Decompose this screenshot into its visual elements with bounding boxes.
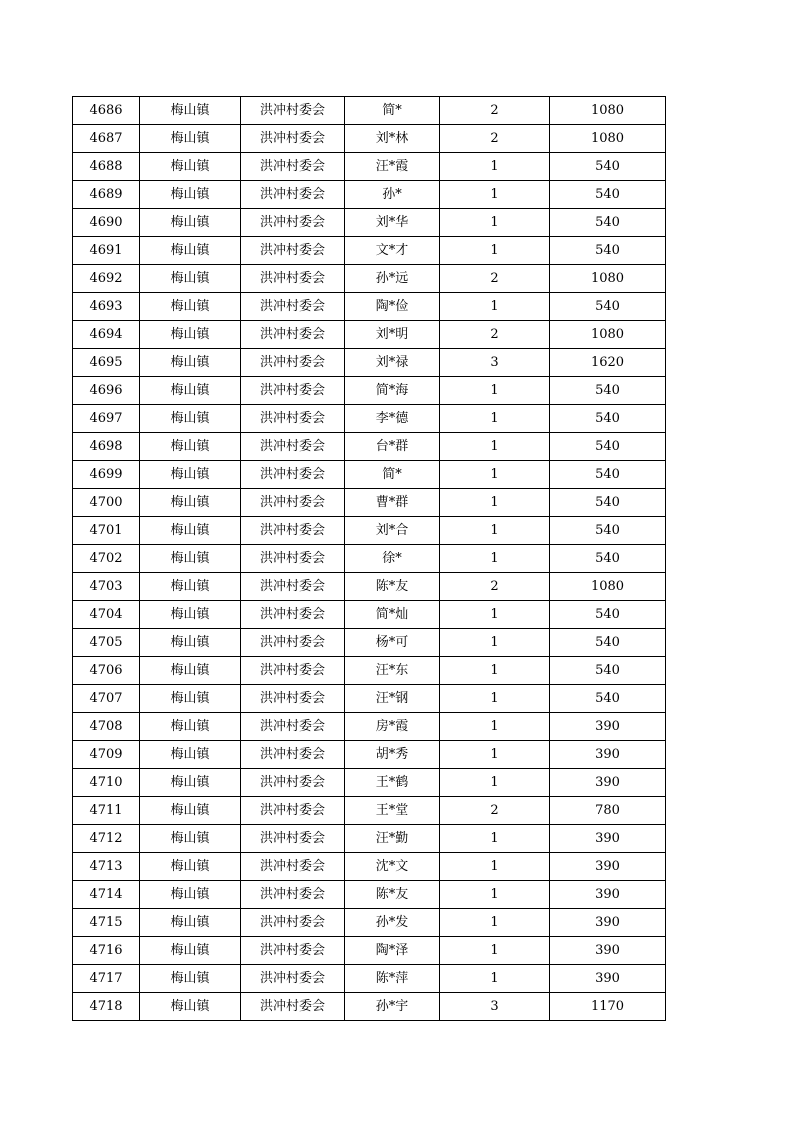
village-committee-cell: 洪冲村委会 [241, 265, 345, 293]
row-number-cell: 4699 [73, 461, 140, 489]
name-cell: 汪*钢 [345, 685, 440, 713]
amount-cell: 1080 [550, 125, 666, 153]
village-committee-cell: 洪冲村委会 [241, 209, 345, 237]
table-row [73, 125, 666, 153]
count-cell: 2 [440, 97, 550, 125]
count-cell: 1 [440, 293, 550, 321]
table-row [73, 965, 666, 993]
count-cell: 1 [440, 545, 550, 573]
row-number-cell: 4697 [73, 405, 140, 433]
count-cell: 2 [440, 573, 550, 601]
town-cell: 梅山镇 [140, 181, 241, 209]
count-cell: 1 [440, 209, 550, 237]
town-cell: 梅山镇 [140, 265, 241, 293]
town-cell: 梅山镇 [140, 909, 241, 937]
village-committee-cell: 洪冲村委会 [241, 153, 345, 181]
row-number-cell: 4708 [73, 713, 140, 741]
row-number-cell: 4710 [73, 769, 140, 797]
name-cell: 刘*禄 [345, 349, 440, 377]
name-cell: 王*鹤 [345, 769, 440, 797]
row-number-cell: 4690 [73, 209, 140, 237]
village-committee-cell: 洪冲村委会 [241, 741, 345, 769]
village-committee-cell: 洪冲村委会 [241, 909, 345, 937]
town-cell: 梅山镇 [140, 209, 241, 237]
name-cell: 杨*可 [345, 629, 440, 657]
count-cell: 1 [440, 881, 550, 909]
amount-cell: 540 [550, 209, 666, 237]
table-row [73, 237, 666, 265]
town-cell: 梅山镇 [140, 517, 241, 545]
row-number-cell: 4695 [73, 349, 140, 377]
amount-cell: 390 [550, 909, 666, 937]
town-cell: 梅山镇 [140, 349, 241, 377]
row-number-cell: 4688 [73, 153, 140, 181]
count-cell: 1 [440, 601, 550, 629]
amount-cell: 1080 [550, 97, 666, 125]
village-committee-cell: 洪冲村委会 [241, 993, 345, 1021]
table-row [73, 377, 666, 405]
row-number-cell: 4689 [73, 181, 140, 209]
row-number-cell: 4709 [73, 741, 140, 769]
name-cell: 沈*文 [345, 853, 440, 881]
table-row [73, 209, 666, 237]
amount-cell: 1620 [550, 349, 666, 377]
count-cell: 1 [440, 657, 550, 685]
name-cell: 李*德 [345, 405, 440, 433]
town-cell: 梅山镇 [140, 937, 241, 965]
town-cell: 梅山镇 [140, 713, 241, 741]
town-cell: 梅山镇 [140, 125, 241, 153]
row-number-cell: 4692 [73, 265, 140, 293]
count-cell: 1 [440, 769, 550, 797]
town-cell: 梅山镇 [140, 825, 241, 853]
table-row [73, 825, 666, 853]
name-cell: 胡*秀 [345, 741, 440, 769]
table-body [73, 97, 666, 1021]
amount-cell: 540 [550, 685, 666, 713]
amount-cell: 540 [550, 517, 666, 545]
town-cell: 梅山镇 [140, 377, 241, 405]
village-committee-cell: 洪冲村委会 [241, 769, 345, 797]
town-cell: 梅山镇 [140, 237, 241, 265]
village-committee-cell: 洪冲村委会 [241, 461, 345, 489]
count-cell: 1 [440, 685, 550, 713]
count-cell: 1 [440, 713, 550, 741]
table-row [73, 153, 666, 181]
table-row [73, 517, 666, 545]
count-cell: 1 [440, 937, 550, 965]
row-number-cell: 4718 [73, 993, 140, 1021]
amount-cell: 1080 [550, 321, 666, 349]
town-cell: 梅山镇 [140, 657, 241, 685]
village-committee-cell: 洪冲村委会 [241, 825, 345, 853]
town-cell: 梅山镇 [140, 965, 241, 993]
village-committee-cell: 洪冲村委会 [241, 965, 345, 993]
village-committee-cell: 洪冲村委会 [241, 853, 345, 881]
town-cell: 梅山镇 [140, 797, 241, 825]
amount-cell: 540 [550, 657, 666, 685]
count-cell: 1 [440, 405, 550, 433]
table-row [73, 601, 666, 629]
table-row [73, 181, 666, 209]
name-cell: 汪*霞 [345, 153, 440, 181]
amount-cell: 390 [550, 881, 666, 909]
village-committee-cell: 洪冲村委会 [241, 545, 345, 573]
row-number-cell: 4704 [73, 601, 140, 629]
town-cell: 梅山镇 [140, 321, 241, 349]
village-committee-cell: 洪冲村委会 [241, 181, 345, 209]
village-committee-cell: 洪冲村委会 [241, 573, 345, 601]
table-row [73, 461, 666, 489]
name-cell: 简* [345, 97, 440, 125]
amount-cell: 540 [550, 461, 666, 489]
name-cell: 陈*萍 [345, 965, 440, 993]
amount-cell: 390 [550, 853, 666, 881]
row-number-cell: 4703 [73, 573, 140, 601]
village-committee-cell: 洪冲村委会 [241, 937, 345, 965]
table-row [73, 97, 666, 125]
town-cell: 梅山镇 [140, 881, 241, 909]
row-number-cell: 4694 [73, 321, 140, 349]
village-committee-cell: 洪冲村委会 [241, 405, 345, 433]
amount-cell: 540 [550, 377, 666, 405]
amount-cell: 390 [550, 937, 666, 965]
count-cell: 3 [440, 349, 550, 377]
count-cell: 2 [440, 125, 550, 153]
row-number-cell: 4711 [73, 797, 140, 825]
town-cell: 梅山镇 [140, 405, 241, 433]
town-cell: 梅山镇 [140, 545, 241, 573]
count-cell: 1 [440, 853, 550, 881]
village-committee-cell: 洪冲村委会 [241, 489, 345, 517]
row-number-cell: 4693 [73, 293, 140, 321]
row-number-cell: 4700 [73, 489, 140, 517]
village-committee-cell: 洪冲村委会 [241, 237, 345, 265]
amount-cell: 1080 [550, 265, 666, 293]
count-cell: 2 [440, 265, 550, 293]
amount-cell: 390 [550, 769, 666, 797]
town-cell: 梅山镇 [140, 573, 241, 601]
row-number-cell: 4707 [73, 685, 140, 713]
town-cell: 梅山镇 [140, 293, 241, 321]
town-cell: 梅山镇 [140, 741, 241, 769]
amount-cell: 540 [550, 545, 666, 573]
count-cell: 1 [440, 741, 550, 769]
town-cell: 梅山镇 [140, 769, 241, 797]
village-committee-cell: 洪冲村委会 [241, 685, 345, 713]
name-cell: 孙*宇 [345, 993, 440, 1021]
row-number-cell: 4713 [73, 853, 140, 881]
count-cell: 2 [440, 797, 550, 825]
table-row [73, 909, 666, 937]
table-row [73, 489, 666, 517]
table-row [73, 321, 666, 349]
amount-cell: 540 [550, 405, 666, 433]
table-row [73, 937, 666, 965]
town-cell: 梅山镇 [140, 629, 241, 657]
name-cell: 汪*勤 [345, 825, 440, 853]
town-cell: 梅山镇 [140, 433, 241, 461]
town-cell: 梅山镇 [140, 489, 241, 517]
table-row [73, 713, 666, 741]
town-cell: 梅山镇 [140, 601, 241, 629]
amount-cell: 1080 [550, 573, 666, 601]
name-cell: 陈*友 [345, 881, 440, 909]
table-row [73, 797, 666, 825]
row-number-cell: 4687 [73, 125, 140, 153]
count-cell: 1 [440, 181, 550, 209]
town-cell: 梅山镇 [140, 153, 241, 181]
village-committee-cell: 洪冲村委会 [241, 377, 345, 405]
village-committee-cell: 洪冲村委会 [241, 97, 345, 125]
row-number-cell: 4706 [73, 657, 140, 685]
data-table [72, 96, 666, 1021]
row-number-cell: 4716 [73, 937, 140, 965]
town-cell: 梅山镇 [140, 461, 241, 489]
amount-cell: 390 [550, 965, 666, 993]
table-row [73, 881, 666, 909]
name-cell: 简* [345, 461, 440, 489]
table-row [73, 629, 666, 657]
amount-cell: 540 [550, 629, 666, 657]
name-cell: 刘*林 [345, 125, 440, 153]
table-row [73, 349, 666, 377]
count-cell: 1 [440, 965, 550, 993]
village-committee-cell: 洪冲村委会 [241, 797, 345, 825]
name-cell: 陶*泽 [345, 937, 440, 965]
row-number-cell: 4717 [73, 965, 140, 993]
count-cell: 1 [440, 489, 550, 517]
town-cell: 梅山镇 [140, 993, 241, 1021]
table-row [73, 405, 666, 433]
amount-cell: 1170 [550, 993, 666, 1021]
town-cell: 梅山镇 [140, 685, 241, 713]
row-number-cell: 4702 [73, 545, 140, 573]
row-number-cell: 4701 [73, 517, 140, 545]
table-row [73, 433, 666, 461]
village-committee-cell: 洪冲村委会 [241, 433, 345, 461]
row-number-cell: 4715 [73, 909, 140, 937]
name-cell: 徐* [345, 545, 440, 573]
name-cell: 刘*合 [345, 517, 440, 545]
village-committee-cell: 洪冲村委会 [241, 321, 345, 349]
village-committee-cell: 洪冲村委会 [241, 293, 345, 321]
row-number-cell: 4691 [73, 237, 140, 265]
name-cell: 简*灿 [345, 601, 440, 629]
count-cell: 2 [440, 321, 550, 349]
count-cell: 1 [440, 237, 550, 265]
village-committee-cell: 洪冲村委会 [241, 713, 345, 741]
count-cell: 1 [440, 909, 550, 937]
table-row [73, 545, 666, 573]
amount-cell: 390 [550, 741, 666, 769]
table-row [73, 657, 666, 685]
town-cell: 梅山镇 [140, 853, 241, 881]
amount-cell: 540 [550, 293, 666, 321]
row-number-cell: 4696 [73, 377, 140, 405]
village-committee-cell: 洪冲村委会 [241, 629, 345, 657]
name-cell: 曹*群 [345, 489, 440, 517]
row-number-cell: 4698 [73, 433, 140, 461]
village-committee-cell: 洪冲村委会 [241, 601, 345, 629]
table-row [73, 573, 666, 601]
table-row [73, 853, 666, 881]
amount-cell: 390 [550, 825, 666, 853]
count-cell: 1 [440, 377, 550, 405]
table-row [73, 993, 666, 1021]
count-cell: 1 [440, 461, 550, 489]
amount-cell: 540 [550, 181, 666, 209]
row-number-cell: 4712 [73, 825, 140, 853]
name-cell: 简*海 [345, 377, 440, 405]
row-number-cell: 4705 [73, 629, 140, 657]
name-cell: 孙*发 [345, 909, 440, 937]
name-cell: 王*堂 [345, 797, 440, 825]
town-cell: 梅山镇 [140, 97, 241, 125]
village-committee-cell: 洪冲村委会 [241, 349, 345, 377]
name-cell: 文*才 [345, 237, 440, 265]
village-committee-cell: 洪冲村委会 [241, 657, 345, 685]
name-cell: 刘*华 [345, 209, 440, 237]
row-number-cell: 4686 [73, 97, 140, 125]
village-committee-cell: 洪冲村委会 [241, 881, 345, 909]
name-cell: 陈*友 [345, 573, 440, 601]
amount-cell: 540 [550, 153, 666, 181]
village-committee-cell: 洪冲村委会 [241, 125, 345, 153]
amount-cell: 540 [550, 489, 666, 517]
name-cell: 陶*俭 [345, 293, 440, 321]
table-row [73, 685, 666, 713]
count-cell: 3 [440, 993, 550, 1021]
name-cell: 刘*明 [345, 321, 440, 349]
name-cell: 台*群 [345, 433, 440, 461]
name-cell: 孙*远 [345, 265, 440, 293]
table-row [73, 293, 666, 321]
amount-cell: 540 [550, 601, 666, 629]
village-committee-cell: 洪冲村委会 [241, 517, 345, 545]
count-cell: 1 [440, 629, 550, 657]
amount-cell: 390 [550, 713, 666, 741]
name-cell: 孙* [345, 181, 440, 209]
table-row [73, 265, 666, 293]
name-cell: 房*霞 [345, 713, 440, 741]
table-row [73, 769, 666, 797]
name-cell: 汪*东 [345, 657, 440, 685]
count-cell: 1 [440, 517, 550, 545]
count-cell: 1 [440, 153, 550, 181]
amount-cell: 540 [550, 237, 666, 265]
row-number-cell: 4714 [73, 881, 140, 909]
amount-cell: 780 [550, 797, 666, 825]
table-row [73, 741, 666, 769]
amount-cell: 540 [550, 433, 666, 461]
count-cell: 1 [440, 433, 550, 461]
count-cell: 1 [440, 825, 550, 853]
